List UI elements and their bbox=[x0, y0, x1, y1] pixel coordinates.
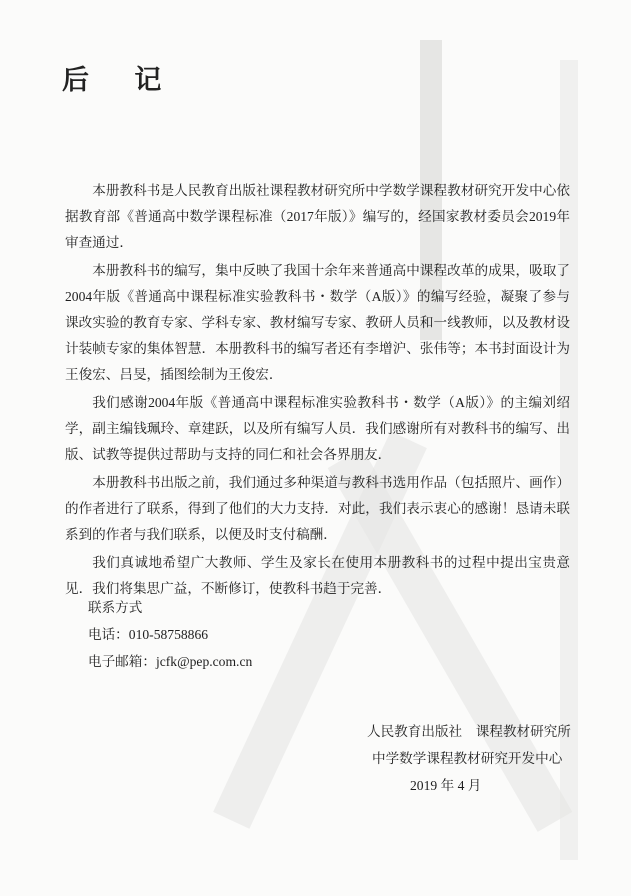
paragraph: 本册教科书出版之前，我们通过多种渠道与教科书选用作品（包括照片、画作）的作者进行了联系，得到了他们的大力支持．对此，我们表示衷心的感谢！恳请未联系到的作者与我们联系，以便及时支付稿酬． bbox=[65, 475, 570, 542]
paragraph: 本册教科书的编写，集中反映了我国十余年来普通高中课程改革的成果，吸取了2004年版《普通高中课程标准实验教科书・数学（A版）》的编写经验，凝聚了参与课改实验的教育专家、学科专家、教材编写专家、教研人员和一线教师，以及教材设计装帧专家的集体智慧．本册教科书的编写者还有李增沪、张伟等；本书封面设计为王俊宏、吕旻，插图绘制为王俊宏． bbox=[65, 263, 570, 382]
signature-date: 2019 年 4 月 bbox=[410, 778, 482, 793]
signature-block bbox=[367, 718, 571, 799]
paragraph: 本册教科书是人民教育出版社课程教材研究所中学数学课程教材研究开发中心依据教育部《普通高中数学课程标准（2017年版）》编写的，经国家教材委员会2019年审查通过． bbox=[65, 183, 570, 250]
signature-publisher: 人民教育出版社 课程教材研究所 bbox=[367, 724, 571, 739]
contact-heading: 联系方式 bbox=[88, 600, 143, 615]
contact-phone: 电话：010-58758866 bbox=[88, 627, 209, 642]
paragraph: 我们真诚地希望广大教师、学生及家长在使用本册教科书的过程中提出宝贵意见．我们将集思广益，不断修订，使教科书趋于完善． bbox=[65, 555, 570, 596]
afterword-body bbox=[65, 178, 570, 604]
page-title: 后 记 bbox=[62, 65, 180, 96]
contact-email: 电子邮箱：jcfk@pep.com.cn bbox=[88, 654, 253, 669]
contact-info bbox=[88, 594, 252, 675]
signature-center: 中学数学课程教材研究开发中心 bbox=[372, 751, 563, 766]
paragraph: 我们感谢2004年版《普通高中课程标准实验教科书・数学（A版）》的主编刘绍学，副主编钱珮玲、章建跃，以及所有编写人员．我们感谢所有对教科书的编写、出版、试教等提供过帮助与支持的同仁和社会各界朋友． bbox=[65, 395, 570, 462]
